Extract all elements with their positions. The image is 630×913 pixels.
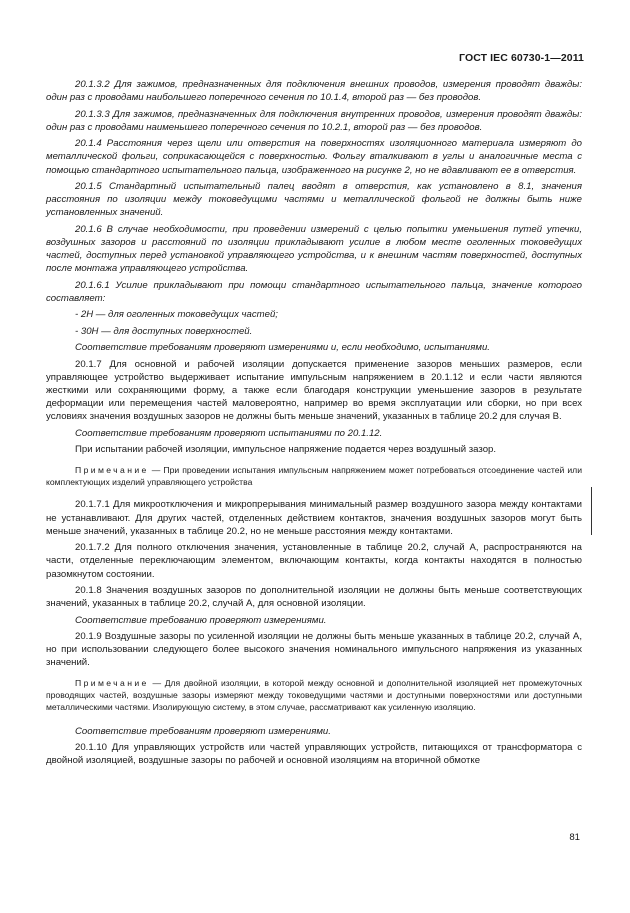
paragraph: 20.1.7.2 Для полного отключения значения, установленные в таблице 20.2, случай А, распространяются на части, отделенные переключающим элементом, включающим контакты, когда контакты находятся в полностью разомкнутом состоянии. <box>46 542 582 580</box>
paragraph: 20.1.4 Расстояния через щели или отверстия на поверхностях изоляционного материала измеряют до металлической фольги, соприкасающейся с поверхностью. Фольгу вталкивают в углы и аналогичные места с помощью стандартного испытательного пальца, изображенного на рисунке 2, но не вдавливают ее в отверстия. <box>46 138 582 176</box>
paragraph: Соответствие требованиям проверяют испытаниями по 20.1.12. <box>75 427 383 439</box>
paragraph: Соответствие требованиям проверяют измерениями. <box>75 725 331 737</box>
paragraph: При испытании рабочей изоляции, импульсное напряжение подается через воздушный зазор. <box>75 444 497 456</box>
page-number: 81 <box>569 832 580 843</box>
note-text: — Для двойной изоляции, в которой между основной и дополнительной изоляцией нет промежуточных проводящих частей, воздушные зазоры измеряют между токоведущими частями и доступными поверхностями или доступными металлическими частями. Изолирующую систему, в этом случае, рассматривают как усиленную изоляцию. <box>46 677 582 712</box>
paragraph: 20.1.6.1 Усилие прикладывают при помощи стандартного испытательного пальца, значение которого составляет: <box>46 279 582 304</box>
paragraph: 20.1.3.2 Для зажимов, предназначенных для подключения внешних проводов, измерения проводят дважды: один раз с проводами наибольшего поперечного сечения по 10.1.4, второй раз — без проводов. <box>46 79 582 104</box>
page-body <box>46 78 582 771</box>
paragraph: 20.1.9 Воздушные зазоры по усиленной изоляции не должны быть меньше указанных в таблице 20.2, случай А, но при использовании следующего более высокого значения номинального импульсного напряжения из указанных значений. <box>46 630 582 669</box>
paragraph: 20.1.3.3 Для зажимов, предназначенных для подключения внутренних проводов, измерения проводят дважды: один раз с проводами наименьшего поперечного сечения по 10.2.1, второй раз — без проводов. <box>46 108 582 133</box>
note-label: Примечание <box>75 465 149 476</box>
change-bar <box>591 487 592 535</box>
note <box>46 464 582 488</box>
note-text: — При проведении испытания импульсным напряжением может потребоваться отсоединение частей или комплектующих изделий управляющего устройства <box>46 465 582 488</box>
list-item: - 2Н — для оголенных токоведущих частей; <box>75 309 278 321</box>
paragraph: 20.1.10 Для управляющих устройств или частей управляющих устройств, питающихся от трансформатора с двойной изоляцией, воздушные зазоры по рабочей и основной изоляциям на вторичной обмотке <box>46 741 582 767</box>
paragraph: Соответствие требованию проверяют измерениями. <box>75 614 327 626</box>
paragraph: 20.1.5 Стандартный испытательный палец вводят в отверстия, как установлено в 8.1, значения расстояния по изоляции между токоведущими частями и металлической фольгой не должны быть ниже установленных значений. <box>46 180 582 219</box>
list-item: - 30Н — для доступных поверхностей. <box>75 325 253 337</box>
paragraph: 20.1.7.1 Для микроотключения и микропрерывания минимальный размер воздушного зазора между контактами не устанавливают. Для других частей, отделенных действием контактов, значения воздушных зазоров могут быть меньше значений, указанных в таблице 20.2, но не меньше расстояния между контактами. <box>46 499 582 537</box>
paragraph: 20.1.6 В случае необходимости, при проведении измерений с целью попытки уменьшения путей утечки, воздушных зазоров и расстояний по изоляции прикладывают усилие в любом месте оголенных токоведущих частей, доступных перед установкой управляющего устройства, и к внешним частям поверхностей, доступных после монтажа управляющего устройства. <box>46 223 582 275</box>
paragraph: 20.1.7 Для основной и рабочей изоляции допускается применение зазоров меньших размеров, если управляющее устройство выдерживает испытание импульсным напряжением в 20.1.12 и если части являются жесткими или сохраняющими форму, а также если благодаря конструкции уменьшение зазоров в результате деформации или перемещения частей маловероятно, например во время эксплуатации или сборки, но при всех условиях значения воздушных зазоров не должны быть меньше значений, указанных в таблице 20.2 для случая В. <box>46 358 582 423</box>
paragraph: Соответствие требованиям проверяют измерениями и, если необходимо, испытаниями. <box>75 342 490 354</box>
note-label: Примечание <box>75 677 149 688</box>
paragraph: 20.1.8 Значения воздушных зазоров по дополнительной изоляции не должны быть меньше соответствующих значений, указанных в таблице 20.2, случай А, для основной изоляции. <box>46 584 582 610</box>
document-header: ГОСТ IEC 60730-1—2011 <box>459 52 584 64</box>
note <box>46 677 582 713</box>
